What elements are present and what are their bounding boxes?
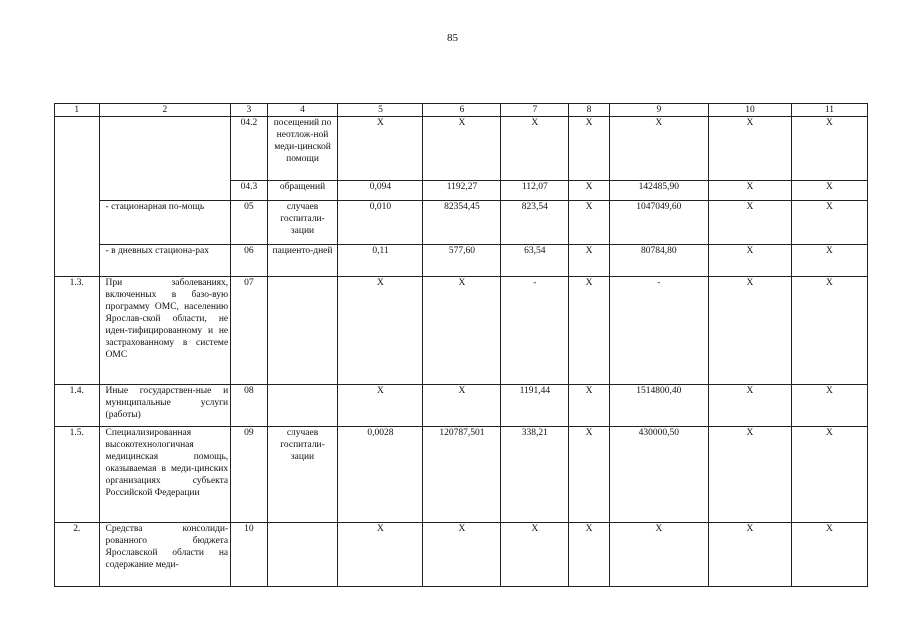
table-row [55, 277, 868, 385]
table-cell: X [569, 385, 609, 427]
row-code: 04.2 [231, 117, 267, 181]
table-cell: X [791, 201, 867, 245]
table-cell: 0,010 [338, 201, 423, 245]
table-cell: X [708, 427, 791, 523]
table-cell: X [569, 117, 609, 181]
table-cell: X [423, 523, 501, 587]
table-cell: X [708, 523, 791, 587]
row-label: - стационарная по-мощь [99, 201, 231, 245]
column-header: 7 [501, 104, 569, 117]
table-cell: 80784,80 [609, 245, 708, 277]
row-code: 05 [231, 201, 267, 245]
row-number: 1.3. [55, 277, 100, 385]
table-row [55, 245, 868, 277]
table-cell: X [501, 117, 569, 181]
row-unit [267, 277, 338, 385]
table-cell: - [609, 277, 708, 385]
column-header: 5 [338, 104, 423, 117]
table-cell: X [791, 523, 867, 587]
row-unit: случаев госпитали-зации [267, 201, 338, 245]
table-cell: 1192,27 [423, 181, 501, 201]
row-unit: случаев госпитали-зации [267, 427, 338, 523]
table-cell: 63,54 [501, 245, 569, 277]
row-label: Иные государствен-ные и муниципальные услуги (работы) [99, 385, 231, 427]
row-unit: пациенто-дней [267, 245, 338, 277]
table-cell: 0,11 [338, 245, 423, 277]
table-cell: X [791, 181, 867, 201]
table-cell: 82354,45 [423, 201, 501, 245]
table-cell: X [569, 181, 609, 201]
table-cell: X [791, 427, 867, 523]
column-header: 9 [609, 104, 708, 117]
row-code: 07 [231, 277, 267, 385]
column-header: 11 [791, 104, 867, 117]
table-cell: 1047049,60 [609, 201, 708, 245]
table-cell: X [708, 385, 791, 427]
table-row [55, 523, 868, 587]
table-cell: X [569, 201, 609, 245]
table-cell: X [338, 277, 423, 385]
table-header-row [55, 104, 868, 117]
page-number: 85 [447, 32, 458, 44]
row-code: 06 [231, 245, 267, 277]
row-label [99, 117, 231, 201]
table-cell: X [569, 523, 609, 587]
table-cell: X [569, 277, 609, 385]
table-cell: X [569, 245, 609, 277]
table-cell: 430000,50 [609, 427, 708, 523]
row-number: 1.5. [55, 427, 100, 523]
table-row [55, 385, 868, 427]
column-header: 6 [423, 104, 501, 117]
table-cell: X [791, 277, 867, 385]
table-row [55, 201, 868, 245]
table-cell: X [569, 427, 609, 523]
table-cell: X [791, 117, 867, 181]
table-cell: X [609, 117, 708, 181]
table-cell: 142485,90 [609, 181, 708, 201]
row-label: Средства консолиди-рованного бюджета Ярославской области на содержание меди- [99, 523, 231, 587]
data-table [54, 103, 868, 587]
table-cell: X [708, 245, 791, 277]
table-cell: X [338, 117, 423, 181]
table-cell: X [423, 117, 501, 181]
table-cell: 823,54 [501, 201, 569, 245]
row-number: 2. [55, 523, 100, 587]
table-cell: X [708, 201, 791, 245]
table-cell: - [501, 277, 569, 385]
column-header: 10 [708, 104, 791, 117]
table-row [55, 117, 868, 181]
column-header: 2 [99, 104, 231, 117]
column-header: 1 [55, 104, 100, 117]
row-label: Специализированная высокотехнологичная медицинская помощь, оказываемая в меди-цинских организациях субъекта Российской Федерации [99, 427, 231, 523]
column-header: 4 [267, 104, 338, 117]
table-cell: X [791, 245, 867, 277]
row-unit: обращений [267, 181, 338, 201]
table-cell: 0,0028 [338, 427, 423, 523]
table-cell: 1191,44 [501, 385, 569, 427]
row-unit [267, 385, 338, 427]
table-cell: 338,21 [501, 427, 569, 523]
row-code: 09 [231, 427, 267, 523]
table-cell: X [708, 277, 791, 385]
table-cell: X [423, 385, 501, 427]
row-label: - в дневных стациона-рах [99, 245, 231, 277]
table-cell: 0,094 [338, 181, 423, 201]
table-cell: X [708, 117, 791, 181]
row-unit: посещений по неотлож-ной меди-цинской помощи [267, 117, 338, 181]
table-cell: 1514800,40 [609, 385, 708, 427]
row-number: 1.4. [55, 385, 100, 427]
row-number [55, 117, 100, 277]
table-row [55, 427, 868, 523]
row-code: 08 [231, 385, 267, 427]
table-cell: X [338, 523, 423, 587]
table-cell: 120787,501 [423, 427, 501, 523]
table-cell: X [338, 385, 423, 427]
table-cell: 577,60 [423, 245, 501, 277]
row-code: 04.3 [231, 181, 267, 201]
row-code: 10 [231, 523, 267, 587]
column-header: 8 [569, 104, 609, 117]
table-cell: X [423, 277, 501, 385]
table-cell: X [609, 523, 708, 587]
row-unit [267, 523, 338, 587]
row-label: При заболеваниях, включенных в базо-вую программу ОМС, населению Ярослав-ской области, не иден-тифицированному и не застрахованному в системе ОМС [99, 277, 231, 385]
column-header: 3 [231, 104, 267, 117]
table-cell: X [791, 385, 867, 427]
table-cell: X [708, 181, 791, 201]
table-cell: 112,07 [501, 181, 569, 201]
table-cell: X [501, 523, 569, 587]
